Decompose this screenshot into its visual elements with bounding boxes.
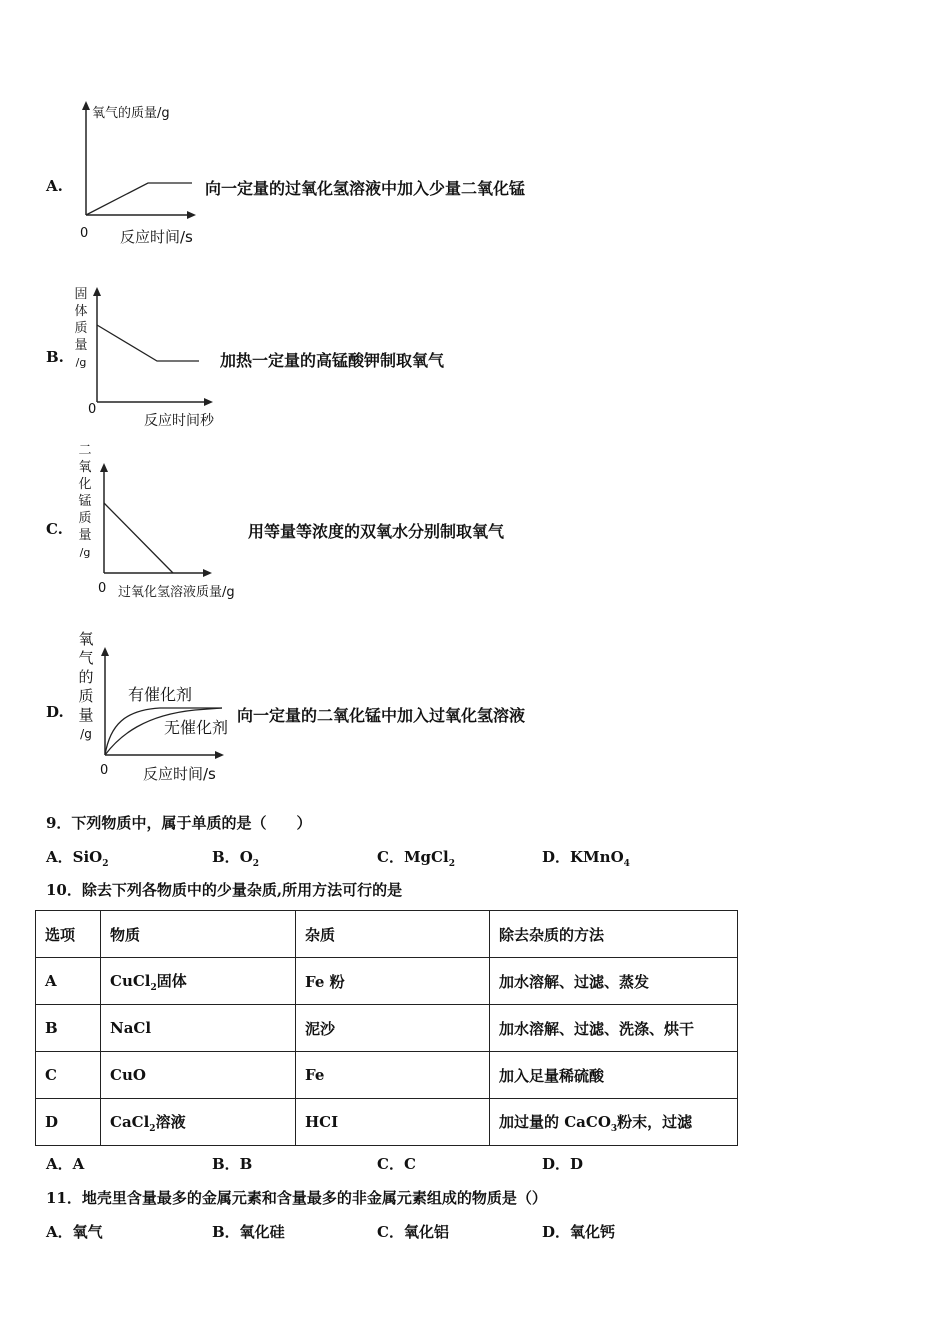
graph-d-origin: 0 [100, 763, 109, 778]
graph-d-label-catalyst: 有催化剂 [128, 685, 193, 704]
header-cell: 选项 [36, 911, 101, 958]
y-label-char: 锰 [78, 494, 92, 509]
substance-text: CuO [110, 1066, 146, 1084]
graph-b-x-arrow [204, 398, 213, 406]
graph-a-x-arrow [187, 211, 196, 219]
cell-substance [101, 958, 296, 1005]
y-label-char: 气 [78, 649, 94, 667]
q10-stem: 10．除去下列各物质中的少量杂质,所用方法可行的是 [46, 881, 403, 899]
q9-choice-c[interactable] [377, 846, 455, 869]
graph-c-option: C. [46, 520, 63, 538]
graph-d-y-label [78, 630, 94, 744]
table-row [36, 958, 738, 1005]
substance-text: NaCl [110, 1019, 152, 1037]
graph-d-label-no-catalyst: 无催化剂 [164, 718, 229, 737]
cell-method [490, 958, 738, 1005]
y-label-char: 质 [78, 511, 92, 526]
choice-subscript: 2 [252, 859, 260, 869]
cell-substance [101, 1005, 296, 1052]
y-label-char: 质 [74, 321, 88, 336]
y-label-char: 二 [78, 443, 92, 458]
graph-c-x-arrow [203, 569, 212, 577]
graph-b-y-arrow [93, 287, 101, 296]
y-label-char: /g [75, 356, 87, 369]
q11-choice-a[interactable]: A．氧气 [46, 1223, 103, 1241]
y-label-char: 体 [74, 304, 88, 319]
choice-subscript: 2 [448, 859, 455, 869]
cell-option: C [36, 1052, 101, 1099]
cell-method [490, 1099, 738, 1146]
graph-b-origin: 0 [88, 402, 97, 417]
method-text: 粉末，过滤 [617, 1112, 693, 1131]
q10-choice-c[interactable]: C．C [377, 1155, 416, 1173]
table-row [36, 1052, 738, 1099]
graph-a-option: A. [46, 177, 63, 195]
method-text: 加过量的 CaCO [499, 1112, 611, 1131]
cell-method [490, 1052, 738, 1099]
q11-stem: 11．地壳里含量最多的金属元素和含量最多的非金属元素组成的物质是（） [46, 1189, 547, 1207]
y-label-char: 量 [74, 338, 88, 353]
method-subscript: 3 [610, 1123, 618, 1134]
header-cell: 杂质 [296, 911, 490, 958]
y-label-char: 量 [78, 528, 92, 543]
substance-text: 溶液 [155, 1112, 186, 1131]
y-label-char: 固 [74, 287, 88, 302]
substance-text: CaCl [110, 1112, 150, 1131]
q11-choice-d[interactable]: D．氧化钙 [542, 1223, 616, 1241]
graph-b-curve [97, 325, 199, 361]
cell-impurity: 泥沙 [296, 1005, 490, 1052]
choice-subscript: 4 [623, 859, 630, 869]
q10-choice-d[interactable]: D．D [542, 1155, 584, 1173]
method-text: 加入足量稀硫酸 [499, 1066, 605, 1085]
y-label-char: 氧 [78, 630, 94, 648]
choice-formula: MgCl [403, 848, 449, 866]
y-label-char: 质 [78, 687, 94, 705]
graph-c-x-label: 过氧化氢溶液质量/g [118, 585, 235, 600]
q9-stem: 9．下列物质中，属于单质的是（ ） [46, 814, 312, 832]
q11-choice-c[interactable]: C．氧化铝 [377, 1223, 449, 1241]
table-row [36, 1005, 738, 1052]
cell-option: B [36, 1005, 101, 1052]
choice-formula: KMnO [570, 848, 624, 866]
substance-text: 固体 [156, 971, 187, 990]
graph-c-y-label [77, 442, 93, 561]
substance-text: CuCl [110, 971, 151, 990]
cell-option: A [36, 958, 101, 1005]
q10-choice-b[interactable]: B．B [212, 1155, 253, 1173]
graph-c-curve [104, 503, 173, 573]
cell-option: D [36, 1099, 101, 1146]
graph-d-option: D. [46, 703, 64, 721]
table-row [36, 1099, 738, 1146]
graph-a-description: 向一定量的过氧化氢溶液中加入少量二氧化锰 [205, 179, 526, 198]
graph-a-origin: 0 [80, 226, 89, 241]
graph-d-description: 向一定量的二氧化锰中加入过氧化氢溶液 [237, 706, 526, 725]
cell-impurity: Fe [296, 1052, 490, 1099]
y-label-char: 的 [78, 668, 94, 686]
method-text: 加水溶解、过滤、蒸发 [499, 972, 650, 991]
method-text: 加水溶解、过滤、洗涤、烘干 [499, 1019, 695, 1038]
graph-a-curve [86, 183, 192, 215]
graph-c-description: 用等量等浓度的双氧水分别制取氧气 [248, 522, 505, 541]
graph-d-x-arrow [215, 751, 224, 759]
graph-b-description: 加热一定量的高锰酸钾制取氧气 [220, 351, 445, 370]
q11-choice-b[interactable]: B．氧化硅 [212, 1223, 285, 1241]
cell-impurity: Fe 粉 [296, 958, 490, 1005]
q9-choice-d[interactable] [542, 846, 630, 869]
y-label-char: 量 [78, 706, 94, 724]
header-cell: 除去杂质的方法 [490, 911, 738, 958]
cell-method [490, 1005, 738, 1052]
y-label-char: 氧 [78, 460, 92, 475]
choice-formula: O [239, 848, 253, 866]
y-label-char: /g [79, 546, 91, 559]
impurity-table [35, 910, 738, 1146]
y-label-char: 化 [78, 477, 92, 492]
graph-c-origin: 0 [98, 581, 107, 596]
q9-choice-a[interactable] [46, 846, 109, 869]
graph-c-y-arrow [100, 463, 108, 472]
graph-a-y-label: 氧气的质量/g [92, 106, 170, 121]
substance-subscript: 2 [149, 1123, 156, 1134]
cell-impurity: HCI [296, 1099, 490, 1146]
choice-letter: C． [377, 848, 404, 866]
graph-b-x-label: 反应时间秒 [144, 413, 214, 429]
graph-b-option: B. [46, 348, 64, 366]
choice-letter: B． [212, 848, 240, 866]
header-cell: 物质 [101, 911, 296, 958]
graph-a-y-arrow [82, 101, 90, 110]
table-header-row [36, 911, 738, 958]
choice-letter: D． [542, 848, 571, 866]
choice-subscript: 2 [102, 859, 109, 869]
q9-choice-b[interactable] [212, 846, 259, 869]
graph-d-x-label: 反应时间/s [143, 765, 216, 783]
graph-d-y-arrow [101, 647, 109, 656]
choice-letter: A． [46, 848, 73, 866]
y-label-char: /g [80, 727, 92, 741]
choice-formula: SiO [72, 848, 103, 866]
cell-substance [101, 1099, 296, 1146]
q10-choice-a[interactable]: A．A [46, 1155, 85, 1173]
graph-a-x-label: 反应时间/s [120, 228, 193, 246]
substance-subscript: 2 [150, 982, 157, 993]
cell-substance [101, 1052, 296, 1099]
graph-b-y-label [73, 286, 89, 371]
